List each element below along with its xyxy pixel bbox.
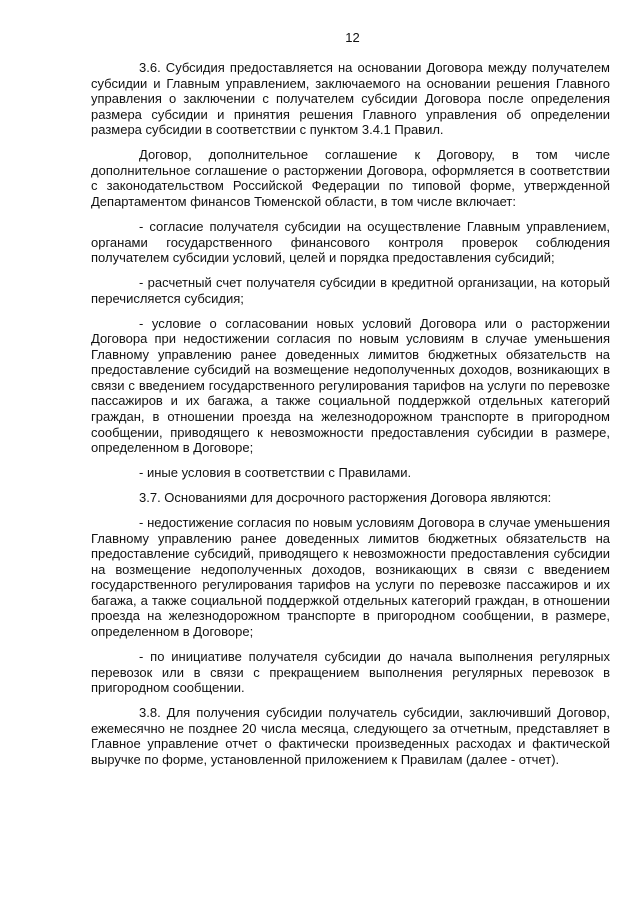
paragraph-3-7: 3.7. Основаниями для досрочного расторжения Договора являются: <box>139 490 552 506</box>
page-number: 12 <box>345 30 360 45</box>
list-item-no-agreement: - недостижение согласия по новым условиям Договора в случае уменьшения Главному управлению ранее доведенных лимитов бюджетных обязательств на предоставление субсидий, приводящего к невозможности предоставления субсидии на возмещение недополученных доходов, возникающих в связи с введением государственного регулирования тарифов на услуги по перевозке пассажиров и их багажа, а также социальной поддержкой отдельных категорий граждан, в отношении проезда на железнодорожном транспорте в пригородном сообщении, в размере, определенном в Договоре; <box>91 514 610 640</box>
paragraph-3-8: 3.8. Для получения субсидии получатель субсидии, заключивший Договор, ежемесячно не позднее 20 числа месяца, следующего за отчетным, представляет в Главное управление отчет о фактически произведенных расходах и фактической выручке по форме, установленной приложением к Правилам (далее - отчет). <box>91 705 610 767</box>
list-item-consent: - согласие получателя субсидии на осуществление Главным управлением, органами государственного финансового контроля проверок соблюдения получателем субсидии условий, целей и порядка предоставления субсидий; <box>91 218 610 266</box>
list-item-other-conditions: - иные условия в соответствии с Правилами. <box>139 465 412 481</box>
list-item-new-conditions: - условие о согласовании новых условий Договора или о расторжении Договора при недостижении согласия по новым условиям в случае уменьшения Главному управлению ранее доведенных лимитов бюджетных обязательств на предоставление субсидий на возмещение недополученных доходов, возникающих в связи с введением государственного регулирования тарифов на услуги по перевозке пассажиров и их багажа, а также социальной поддержкой отдельных категорий граждан, в отношении проезда на железнодорожном транспорте в пригородном сообщении, приводящего к невозможности предоставления субсидии в размере, определенном в Договоре; <box>91 315 610 456</box>
paragraph-contract-contents: Договор, дополнительное соглашение к Договору, в том числе дополнительное соглашение о расторжении Договора, оформляется в соответствии с законодательством Российской Федерации по типовой форме, утвержденной Департаментом финансов Тюменской области, в том числе включает: <box>91 147 610 210</box>
paragraph-3-6: 3.6. Субсидия предоставляется на основании Договора между получателем субсидии и Главным управлением, заключаемого на основании решения Главного управления о заключении с получателем субсидии Договора после определения размера субсидии и принятия решения Главного управления об определении размера субсидии в соответствии с пунктом 3.4.1 Правил. <box>91 60 610 138</box>
list-item-bank-account: - расчетный счет получателя субсидии в кредитной организации, на который перечисляется субсидия; <box>91 275 610 306</box>
list-item-recipient-initiative: - по инициативе получателя субсидии до начала выполнения регулярных перевозок или в связи с прекращением выполнения регулярных перевозок в пригородном сообщении. <box>91 648 610 696</box>
